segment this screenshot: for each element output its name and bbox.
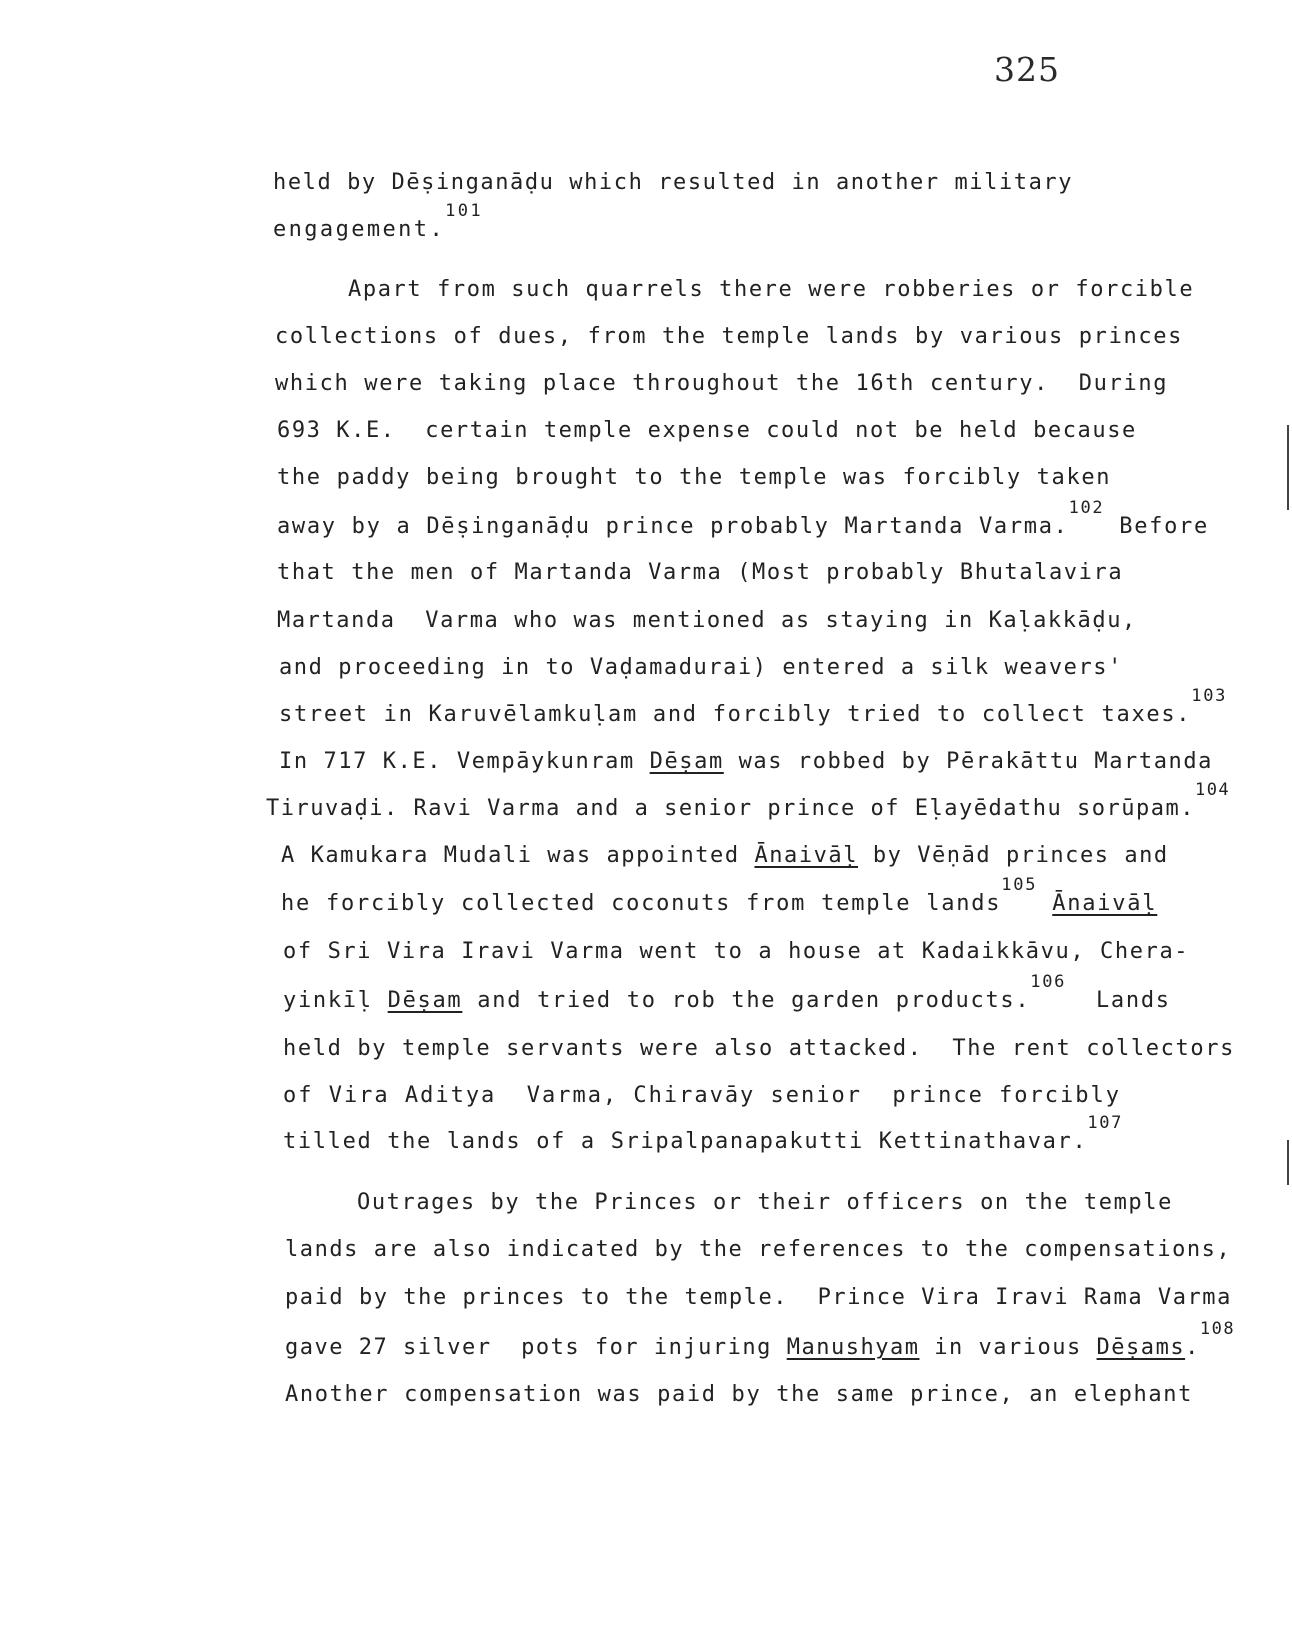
text-run: Another compensation was paid by the same prince, an elephant	[285, 1382, 1193, 1407]
text-line	[283, 972, 1171, 1016]
text-line	[357, 1188, 1173, 1218]
text-line	[281, 841, 1169, 871]
text-run: by Vēṇād princes and	[858, 843, 1169, 868]
text-run: he forcibly collected coconuts from temple lands	[281, 891, 1002, 916]
text-run: gave 27 silver pots for injuring	[285, 1335, 787, 1360]
text-run: 693 K.E. certain temple expense could not be held because	[277, 418, 1137, 443]
text-line	[266, 780, 1231, 824]
text-run: Outrages by the Princes or their officers on the temple	[357, 1190, 1173, 1215]
text-run: which were taking place throughout the 16th century. During	[275, 371, 1169, 396]
text-line	[275, 322, 1183, 352]
text-line	[275, 369, 1168, 399]
text-line	[283, 937, 1189, 967]
text-run: and tried to rob the garden products.	[462, 988, 1031, 1013]
footnote-marker: 108	[1199, 1319, 1236, 1339]
text-run: collections of dues, from the temple lands by various princes	[275, 324, 1183, 349]
text-run: Before	[1104, 514, 1209, 539]
scan-edge-mark	[1287, 425, 1289, 510]
text-run: .	[1185, 1335, 1200, 1360]
text-run: Martanda Varma who was mentioned as staying in Kaḷakkāḍu,	[277, 608, 1137, 633]
text-run: that the men of Martanda Varma (Most probably Bhutalavira	[277, 560, 1124, 585]
text-run: of Vira Aditya Varma, Chiravāy senior prince forcibly	[283, 1083, 1121, 1108]
text-run: Tiruvaḍi. Ravi Varma and a senior prince of Eḷayēdathu sorūpam.	[266, 796, 1195, 821]
footnote-marker: 101	[445, 201, 484, 221]
text-line	[277, 606, 1137, 636]
text-run: engagement.	[273, 217, 446, 242]
text-line	[277, 416, 1137, 446]
text-run: street in Karuvēlamkuḷam and forcibly tried to collect taxes.	[279, 702, 1192, 727]
text-line	[277, 463, 1111, 493]
text-run: In 717 K.E. Vempāykunram	[279, 749, 650, 774]
underlined-term: Dēṣam	[387, 988, 463, 1013]
text-line	[277, 558, 1123, 588]
text-run: Lands	[1066, 988, 1171, 1013]
text-line	[281, 875, 1158, 919]
footnote-marker: 102	[1068, 498, 1105, 518]
text-run: A Kamukara Mudali was appointed	[281, 843, 755, 868]
text-run: lands are also indicated by the references to the compensations,	[285, 1237, 1232, 1262]
footnote-marker: 107	[1087, 1113, 1123, 1133]
text-run: and proceeding in to Vaḍamadurai) entered a silk weavers'	[279, 655, 1123, 680]
text-line	[273, 201, 484, 245]
text-run: of Sri Vira Iravi Varma went to a house at Kadaikkāvu, Chera-	[283, 939, 1190, 964]
text-run	[1037, 891, 1052, 916]
text-line	[279, 686, 1228, 730]
text-line	[285, 1319, 1236, 1363]
text-line	[279, 653, 1123, 683]
text-run: held by Dēṣinganāḍu which resulted in another military	[273, 170, 1074, 195]
text-line	[285, 1235, 1231, 1265]
footnote-marker: 103	[1191, 686, 1228, 706]
scan-edge-mark	[1287, 1140, 1289, 1185]
underlined-term: Ānaivāḷ	[1052, 891, 1158, 916]
text-line	[285, 1283, 1232, 1313]
underlined-term: Manushyam	[786, 1335, 920, 1360]
footnote-marker: 106	[1030, 972, 1067, 992]
text-line	[273, 168, 1073, 198]
text-run: tilled the lands of a Sripalpanapakutti Kettinathavar.	[283, 1129, 1088, 1154]
text-line	[285, 1380, 1193, 1410]
underlined-term: Dēṣams	[1096, 1335, 1186, 1360]
text-line	[283, 1034, 1235, 1064]
footnote-marker: 105	[1001, 875, 1038, 895]
text-line	[348, 275, 1194, 305]
text-run: Apart from such quarrels there were robberies or forcible	[348, 277, 1195, 302]
text-run: the paddy being brought to the temple was forcibly taken	[277, 465, 1112, 490]
footnote-marker: 104	[1194, 780, 1231, 800]
page-number: 325	[994, 50, 1060, 89]
text-run: held by temple servants were also attacked. The rent collectors	[283, 1036, 1236, 1061]
text-line	[279, 747, 1213, 777]
text-run: yinkīḷ	[283, 988, 388, 1013]
underlined-term: Ānaivāḷ	[754, 843, 859, 868]
text-run: in various	[919, 1335, 1097, 1360]
underlined-term: Dēṣam	[649, 749, 724, 774]
text-line	[277, 498, 1209, 542]
text-run: away by a Dēṣinganāḍu prince probably Martanda Varma.	[277, 514, 1069, 539]
text-run: paid by the princes to the temple. Prince Vira Iravi Rama Varma	[285, 1285, 1232, 1310]
text-run: was robbed by Pērakāttu Martanda	[723, 749, 1214, 774]
text-line	[283, 1081, 1121, 1111]
text-line	[283, 1113, 1123, 1157]
